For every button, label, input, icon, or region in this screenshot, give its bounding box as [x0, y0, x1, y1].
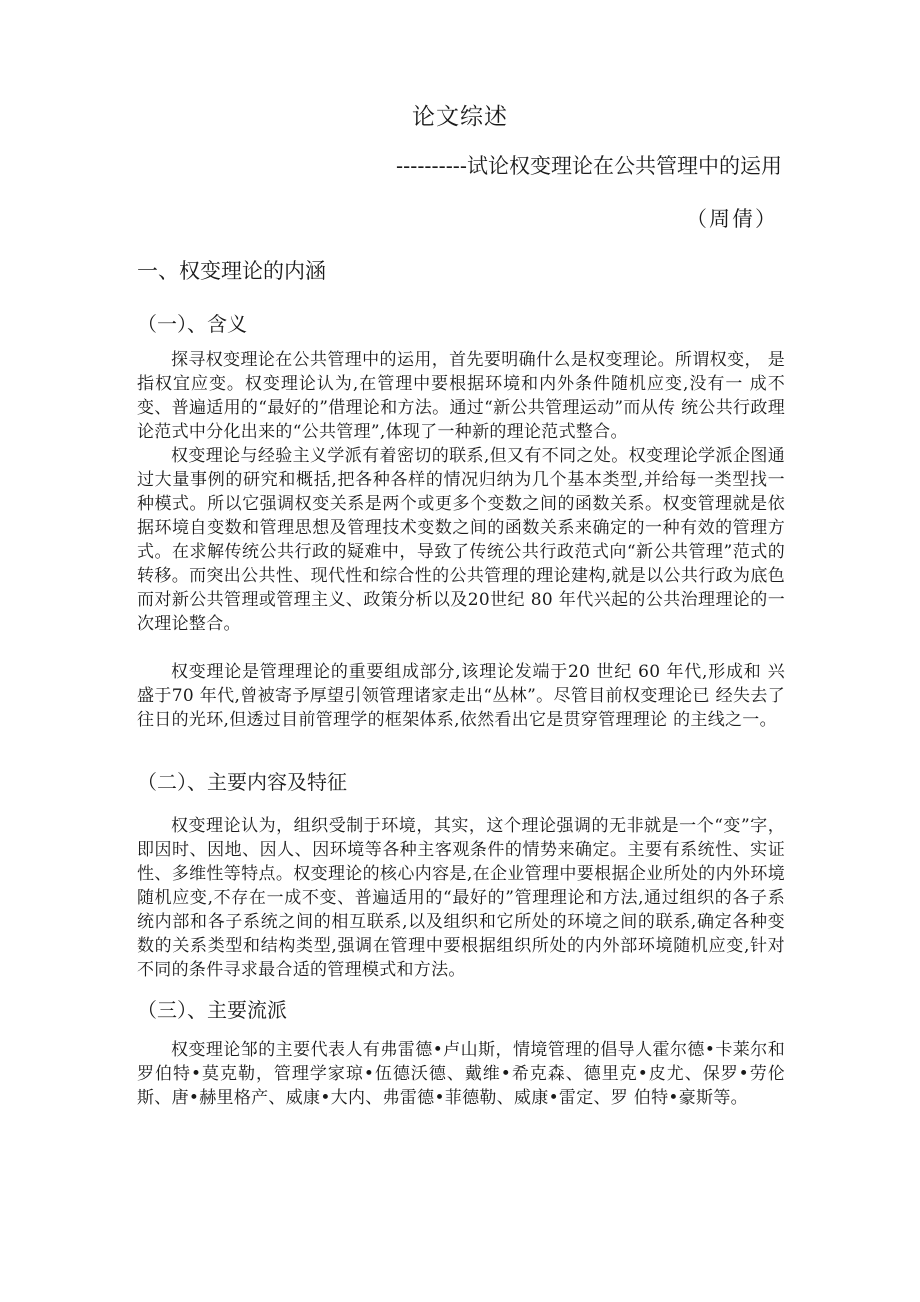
subsection-heading-content: （二）、主要内容及特征 — [137, 770, 347, 794]
paragraph: 权变理论与经验主义学派有着密切的联系,但又有不同之处。权变理论学派企图通过大量事例的研究和概括,把各种各样的情况归纳为几个基本类型,并给每一类型找一种模式。所以它强调权变关系是两个或更多个变数之间的函数关系。权变管理就是依据环境自变数和管理思想及管理技术变数之间的函数关系来确定的一种有效的管理方式。在求解传统公共行政的疑难中，导致了传统公共行政范式向“新公共管理”范式的转移。而突出公共性、现代性和综合性的公共管理的理论建构,就是以公共行政为底色而对新公共管理或管理主义、政策分析以及20世纪 80 年代兴起的公共治理理论的一次理论整合。 — [137, 446, 785, 634]
paragraph: 权变理论认为，组织受制于环境，其实，这个理论强调的无非就是一个“变”字，即因时、因地、因人、因环境等各种主客观条件的情势来确定。主要有系统性、实证性、多维性等特点。权变理论的核心内容是,在企业管理中要根据企业所处的内外环境随机应变,不存在一成不变、普遍适用的“最好的”管理理论和方法,通过组织的各子系统内部和各子系统之间的相互联系,以及组织和它所处的环境之间的联系,确定各种变数的关系类型和结构类型,强调在管理中要根据组织所处的内外部环境随机应变,针对不同的条件寻求最合适的管理模式和方法。 — [137, 816, 785, 980]
subsection-heading-meaning: （一）、含义 — [137, 312, 247, 336]
document-author: （周倩） — [686, 207, 778, 231]
paragraph: 探寻权变理论在公共管理中的运用，首先要明确什么是权变理论。所谓权变， 是指权宜应变。权变理论认为,在管理中要根据环境和内外条件随机应变,没有一 成不变、普遍适用的“最好的”借理论和方法。通过“新公共管理运动”而从传 统公共行政理论范式中分化出来的“公共管理”,体现了一种新的理论范式整合。 — [137, 350, 785, 442]
paragraph: 权变理论是管理理论的重要组成部分,该理论发端于20 世纪 60 年代,形成和 兴盛于70 年代,曾被寄予厚望引领管理诸家走出“丛林”。尽管目前权变理论已 经失去了往日的光环,但透过目前管理学的框架体系,依然看出它是贯穿管理理论 的主线之一。 — [137, 662, 785, 730]
document-subtitle: ----------试论权变理论在公共管理中的运用 — [396, 154, 782, 178]
paragraph: 权变理论邹的主要代表人有弗雷德•卢山斯，情境管理的倡导人霍尔德•卡莱尔和罗伯特•莫克勒，管理学家琼•伍德沃德、戴维•希克森、德里克•皮尤、保罗•劳伦斯、唐•赫里格产、威康•大内、弗雷德•菲德勒、威康•雷定、罗 伯特•豪斯等。 — [137, 1040, 785, 1108]
section-heading-connotation: 一、权变理论的内涵 — [137, 259, 326, 283]
document-title: 论文综述 — [412, 104, 508, 130]
subsection-heading-schools: （三）、主要流派 — [137, 998, 287, 1022]
